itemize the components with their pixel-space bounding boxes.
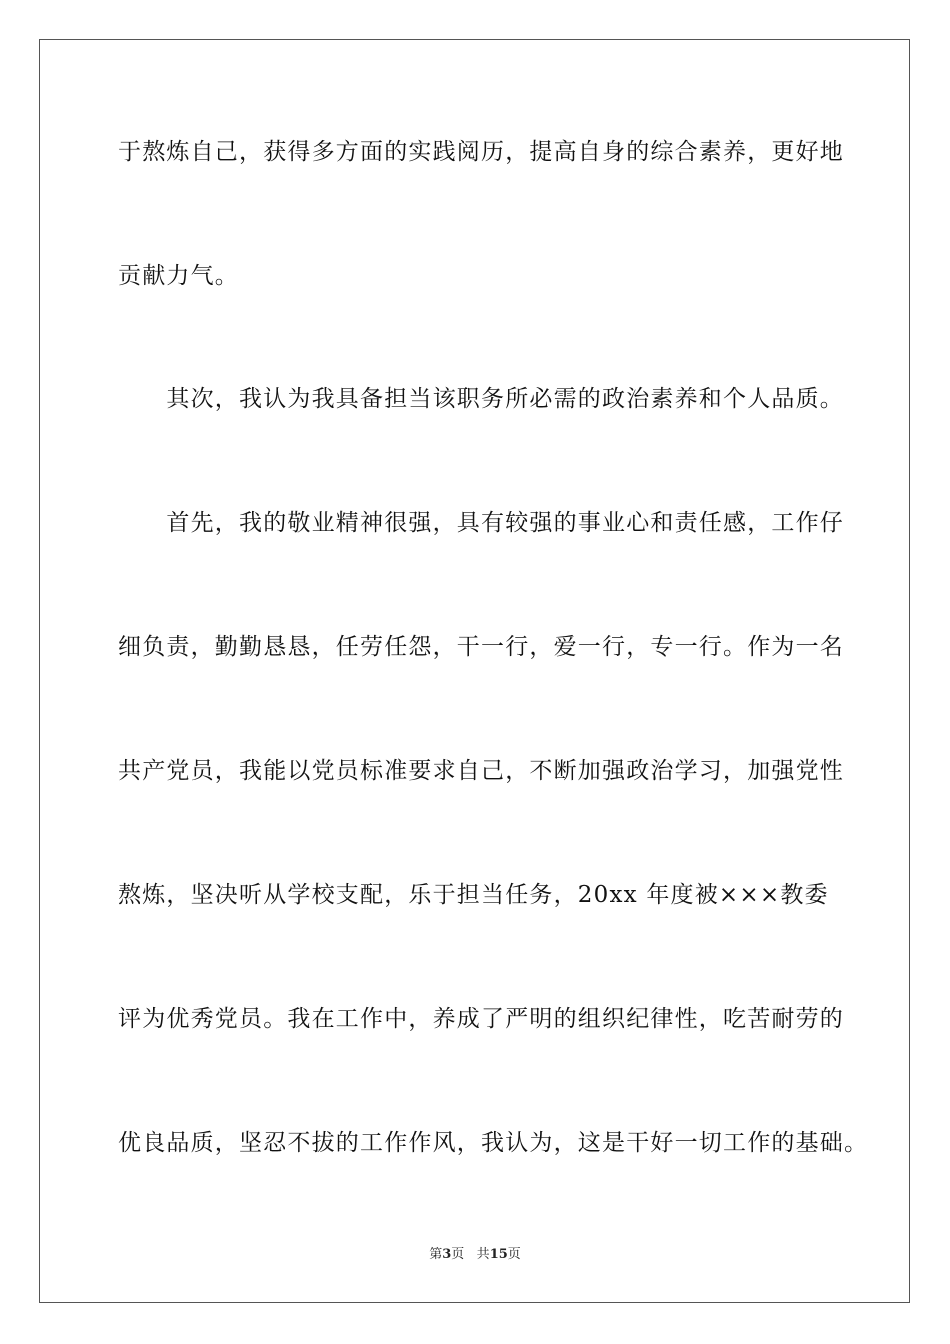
body-text-line-1: 于熬炼自己，获得多方面的实践阅历，提高自身的综合素养，更好地 [118,139,844,165]
footer-page-prefix: 第 [429,1247,443,1262]
body-text-line-8: 评为优秀党员。我在工作中，养成了严明的组织纪律性，吃苦耐劳的 [118,1006,844,1032]
body-text-line-2: 贡献力气。 [118,263,239,289]
footer-page-number: 3 [442,1247,452,1262]
footer-total-suffix: 页 [507,1247,521,1262]
body-text-line-6: 共产党员，我能以党员标准要求自己，不断加强政治学习，加强党性 [118,758,844,784]
footer-total-pages: 15 [489,1247,508,1262]
page-footer [0,1246,950,1264]
body-text-line-3: 其次，我认为我具备担当该职务所必需的政治素养和个人品质。 [118,386,844,412]
body-text-line-5: 细负责，勤勤恳恳，任劳任怨，干一行，爱一行，专一行。作为一名 [118,634,844,660]
body-text-line-9: 优良品质，坚忍不拔的工作作风，我认为，这是干好一切工作的基础。 [118,1130,869,1156]
page-border [39,39,910,1303]
footer-page-suffix: 页 [451,1247,465,1262]
body-text-line-7: 熬炼，坚决听从学校支配，乐于担当任务，20xx 年度被×××教委 [118,882,829,908]
body-text-line-4: 首先，我的敬业精神很强，具有较强的事业心和责任感，工作仔 [118,510,844,536]
footer-total-prefix: 共 [476,1247,490,1262]
